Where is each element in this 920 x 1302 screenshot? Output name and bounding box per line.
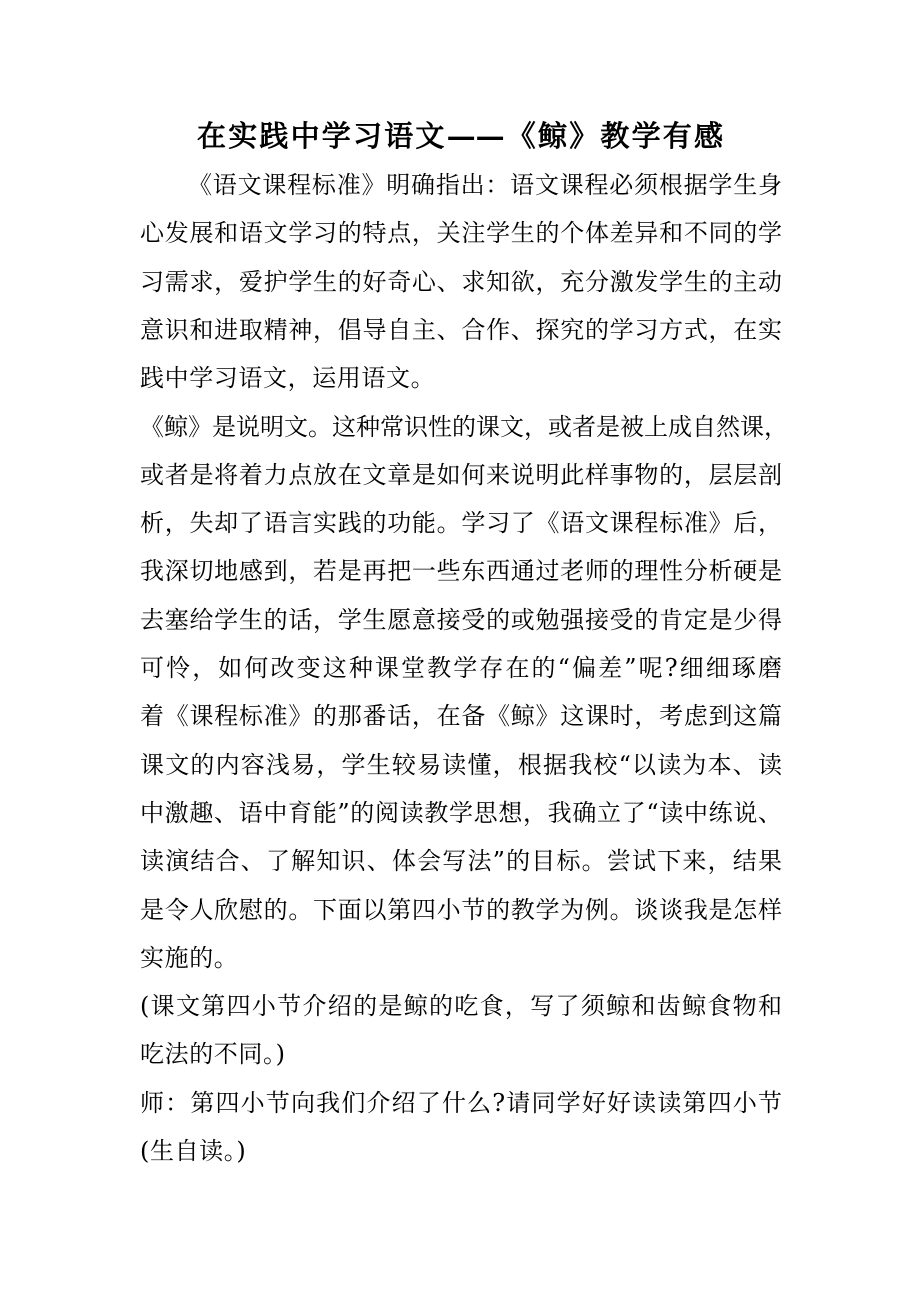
paragraph-line: 去塞给学生的话，学生愿意接受的或勉强接受的肯定是少得 xyxy=(140,605,782,634)
paragraph-line: 心发展和语文学习的特点，关注学生的个体差异和不同的学 xyxy=(140,219,782,248)
paragraph-line: 践中学习语文，运用语文。 xyxy=(140,364,436,393)
paragraph-line: 读演结合、了解知识、体会写法”的目标。尝试下来，结果 xyxy=(140,847,782,876)
document-title: 在实践中学习语文——《鲸》教学有感 xyxy=(197,119,723,153)
paragraph-line: 着《课程标准》的那番话，在备《鲸》这课时，考虑到这篇 xyxy=(140,702,782,731)
paragraph-line: (生自读。) xyxy=(140,1137,247,1165)
paragraph-line: 或者是将着力点放在文章是如何来说明此样事物的，层层剖 xyxy=(140,460,782,489)
paragraph-line: 《语文课程标准》明确指出：语文课程必须根据学生身 xyxy=(188,171,782,199)
paragraph-line: 意识和进取精神，倡导自主、合作、探究的学习方式，在实 xyxy=(140,315,782,344)
paragraph-line: 师：第四小节向我们介绍了什么?请同学好好读读第四小节 xyxy=(140,1088,782,1117)
paragraph-line: 吃法的不同。) xyxy=(140,1040,286,1069)
paragraph-line: 习需求，爱护学生的好奇心、求知欲，充分激发学生的主动 xyxy=(140,267,782,296)
paragraph-line: 析，失却了语言实践的功能。学习了《语文课程标准》后， xyxy=(140,509,782,538)
paragraph-line: 可怜，如何改变这种课堂教学存在的“偏差”呢?细细琢磨 xyxy=(140,654,782,682)
paragraph-line: 是令人欣慰的。下面以第四小节的教学为例。谈谈我是怎样 xyxy=(140,895,782,924)
paragraph-line: 课文的内容浅易，学生较易读懂，根据我校“以读为本、读 xyxy=(140,750,782,779)
paragraph-line: 我深切地感到，若是再把一些东西通过老师的理性分析硬是 xyxy=(140,557,782,586)
paragraph-line: 《鲸》是说明文。这种常识性的课文，或者是被上成自然课， xyxy=(140,412,788,441)
paragraph-line: 中激趣、语中育能”的阅读教学思想，我确立了“读中练说、 xyxy=(140,798,782,827)
paragraph-line: (课文第四小节介绍的是鲸的吃食，写了须鲸和齿鲸食物和 xyxy=(140,992,782,1021)
paragraph-line: 实施的。 xyxy=(140,943,239,972)
